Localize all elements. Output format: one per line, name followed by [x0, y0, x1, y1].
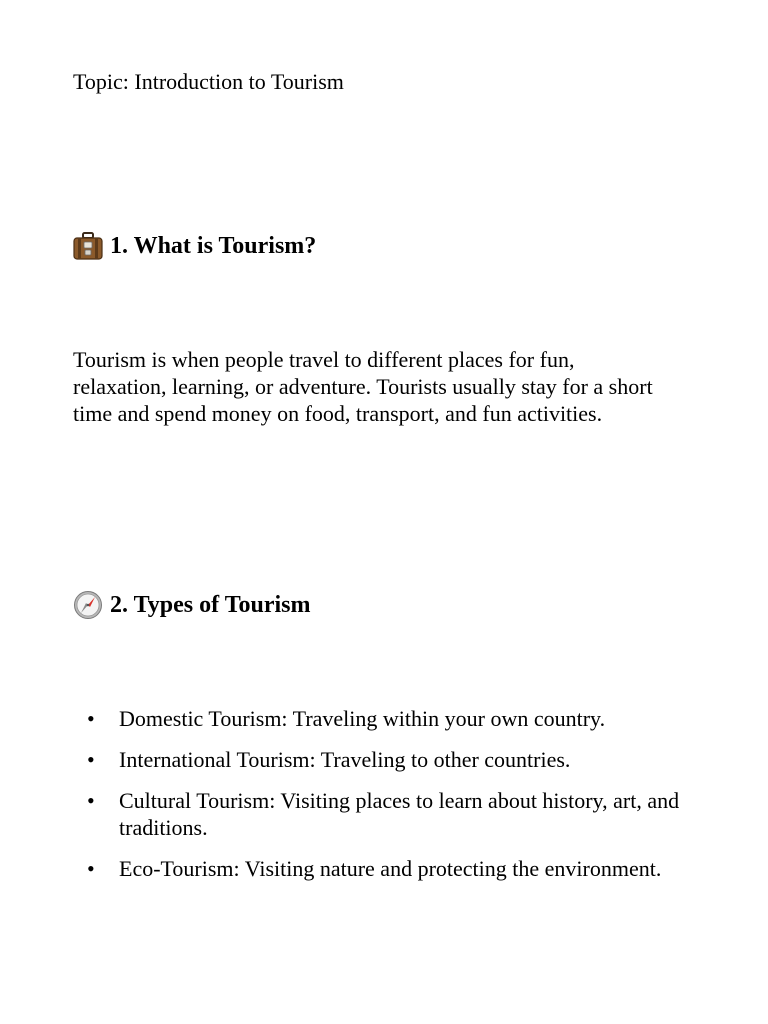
list-item-text: International Tourism: Traveling to other countries. — [119, 747, 571, 772]
section-heading-text: 1. What is Tourism? — [110, 233, 317, 259]
list-item-text: Cultural Tourism: Visiting places to learn about history, art, and traditions. — [119, 788, 680, 840]
list-item — [73, 855, 683, 882]
bullet-icon: • — [87, 747, 95, 772]
list-item — [73, 787, 683, 841]
section-heading-text: 2. Types of Tourism — [110, 592, 311, 618]
bullet-icon: • — [87, 856, 95, 881]
suitcase-icon — [73, 231, 103, 261]
bullet-icon: • — [87, 706, 95, 731]
list-item-text: Eco-Tourism: Visiting nature and protecting the environment. — [119, 856, 662, 881]
list-item-text: Domestic Tourism: Traveling within your own country. — [119, 706, 606, 731]
list-item — [73, 746, 683, 773]
tourism-types-list — [73, 705, 683, 896]
topic-line: Topic: Introduction to Tourism — [73, 69, 344, 94]
section-heading-types-of-tourism — [73, 590, 311, 620]
compass-icon — [73, 590, 103, 620]
section-heading-what-is-tourism — [73, 231, 316, 261]
bullet-icon: • — [87, 788, 95, 813]
list-item — [73, 705, 683, 732]
tourism-definition-paragraph: Tourism is when people travel to different places for fun, relaxation, learning, or adventure. Tourists usually stay for a short time and spend money on food, transport, and fun activities. — [73, 347, 653, 426]
